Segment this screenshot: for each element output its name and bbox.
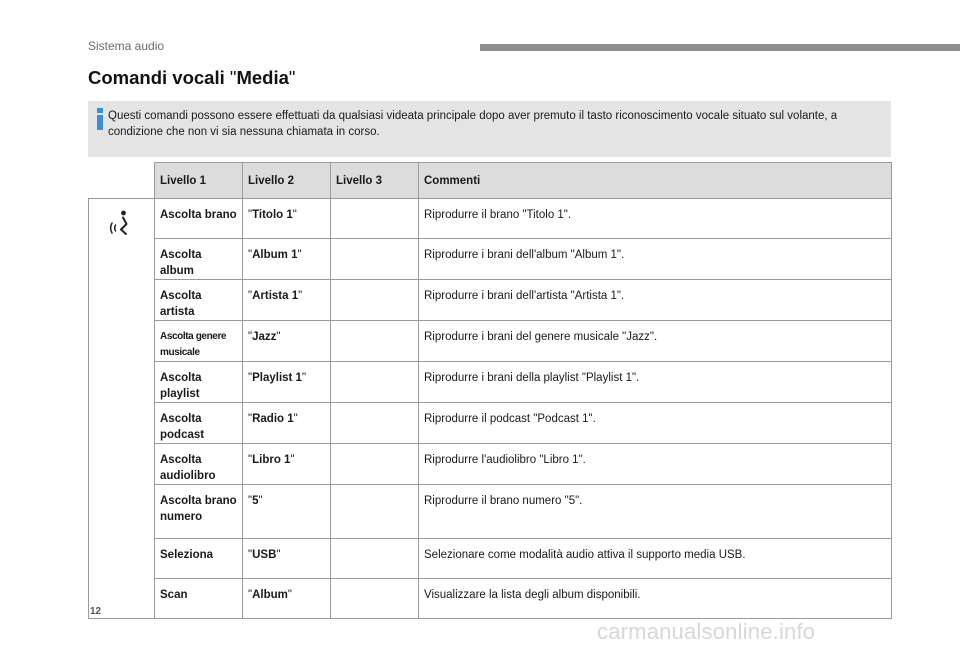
comment-cell: Riprodurre i brani del genere musicale "Jazz". (419, 321, 892, 362)
level-3-cell (331, 321, 419, 362)
voice-commands-table (88, 162, 892, 619)
voice-command-icon (109, 209, 135, 237)
header-comments: Commenti (419, 163, 892, 199)
level-2-value: Album 1 (252, 249, 298, 261)
level-2-cell: "Radio 1" (243, 403, 331, 444)
level-3-cell (331, 539, 419, 579)
header-rule (480, 44, 960, 51)
title-quote-open: " (229, 67, 237, 88)
section-label: Sistema audio (88, 39, 165, 53)
page-title-main: Comandi vocali (88, 67, 230, 88)
table-row (89, 579, 892, 619)
level-1-cell: Ascolta audiolibro (155, 444, 243, 485)
level-1-cell: Ascolta album (155, 239, 243, 280)
icon-cell (89, 199, 155, 619)
level-2-cell: "Playlist 1" (243, 362, 331, 403)
level-1-cell: Seleziona (155, 539, 243, 579)
level-1-cell: Ascolta genere musicale (155, 321, 243, 362)
header-blank-cell (89, 163, 155, 199)
level-2-value: Playlist 1 (252, 372, 302, 384)
level-2-value: 5 (252, 495, 259, 507)
level-1-cell: Scan (155, 579, 243, 619)
level-2-value: Album (252, 589, 288, 601)
header-level-1: Livello 1 (155, 163, 243, 199)
level-3-cell (331, 579, 419, 619)
table-row (89, 280, 892, 321)
level-3-cell (331, 403, 419, 444)
comment-cell: Riprodurre i brani dell'album "Album 1". (419, 239, 892, 280)
level-2-value: USB (252, 549, 277, 561)
level-2-value: Artista 1 (252, 290, 299, 302)
level-3-cell (331, 280, 419, 321)
info-box (88, 101, 891, 157)
comment-cell: Riprodurre i brani della playlist "Playlist 1". (419, 362, 892, 403)
level-2-cell: "Jazz" (243, 321, 331, 362)
info-text: Questi comandi possono essere effettuati da qualsiasi videata principale dopo aver premuto il tasto riconoscimento vocale situato sul volante, a condizione che non vi sia nessuna chiamata in corso. (108, 110, 838, 138)
table-row (89, 321, 892, 362)
watermark: carmanualsonline.info (597, 619, 816, 644)
table-header-row (89, 163, 892, 199)
level-2-value: Jazz (252, 331, 277, 343)
level-2-value: Radio 1 (252, 413, 294, 425)
table-row (89, 403, 892, 444)
comment-cell: Visualizzare la lista degli album disponibili. (419, 579, 892, 619)
level-2-value: Titolo 1 (252, 209, 293, 221)
table-row (89, 485, 892, 539)
header-level-2: Livello 2 (243, 163, 331, 199)
level-2-cell: "Album 1" (243, 239, 331, 280)
comment-cell: Riprodurre l'audiolibro "Libro 1". (419, 444, 892, 485)
level-2-cell: "Artista 1" (243, 280, 331, 321)
level-2-cell: "Libro 1" (243, 444, 331, 485)
level-3-cell (331, 239, 419, 280)
comment-cell: Riprodurre il brano "Titolo 1". (419, 199, 892, 239)
level-1-cell: Ascolta playlist (155, 362, 243, 403)
comment-cell: Riprodurre i brani dell'artista "Artista 1". (419, 280, 892, 321)
level-3-cell (331, 362, 419, 403)
header-level-3: Livello 3 (331, 163, 419, 199)
level-2-value: Libro 1 (252, 454, 291, 466)
title-quote-close: " (288, 67, 296, 88)
level-1-cell: Ascolta podcast (155, 403, 243, 444)
page-number: 12 (90, 606, 102, 617)
level-2-cell: "Album" (243, 579, 331, 619)
table-row (89, 199, 892, 239)
level-3-cell (331, 485, 419, 539)
comment-cell: Riprodurre il podcast "Podcast 1". (419, 403, 892, 444)
level-3-cell (331, 199, 419, 239)
table-row (89, 239, 892, 280)
comment-cell: Selezionare come modalità audio attiva il supporto media USB. (419, 539, 892, 579)
level-3-cell (331, 444, 419, 485)
info-icon (94, 108, 106, 130)
level-1-cell: Ascolta brano numero (155, 485, 243, 539)
level-1-cell: Ascolta brano (155, 199, 243, 239)
level-2-cell: "5" (243, 485, 331, 539)
table-row (89, 362, 892, 403)
level-2-cell: "USB" (243, 539, 331, 579)
page-title-highlight: Media (236, 67, 289, 88)
comment-cell: Riprodurre il brano numero "5". (419, 485, 892, 539)
table-row (89, 444, 892, 485)
level-2-cell: "Titolo 1" (243, 199, 331, 239)
table-row (89, 539, 892, 579)
page-title (88, 67, 295, 89)
level-1-cell: Ascolta artista (155, 280, 243, 321)
